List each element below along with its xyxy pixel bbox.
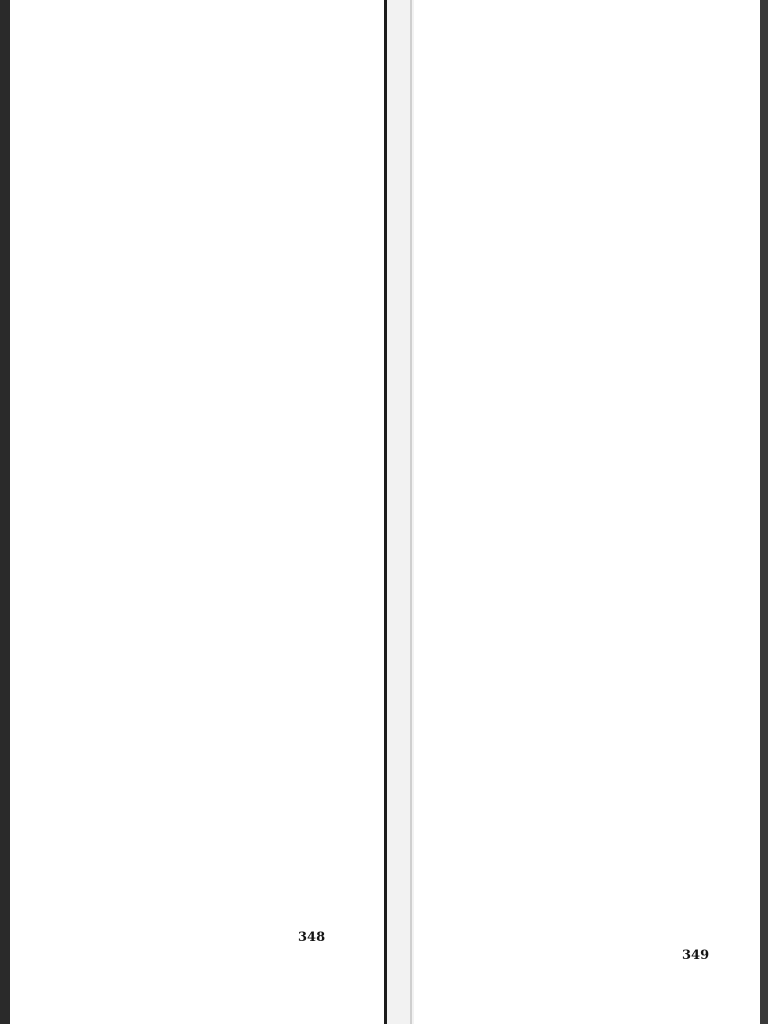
body-line (424, 274, 736, 283)
body-line (424, 608, 736, 617)
verse-line (48, 457, 368, 467)
opening-verse (48, 251, 368, 270)
body-line (424, 471, 736, 480)
bibliography-entry (48, 30, 368, 49)
body-line (424, 626, 736, 635)
body-line (424, 425, 736, 434)
body-line (424, 284, 736, 293)
body-line (424, 508, 736, 517)
bibliography-line (48, 58, 368, 67)
body-line (424, 681, 736, 690)
subsection-heading (424, 118, 736, 129)
body-line (424, 586, 736, 595)
body-line (424, 311, 736, 320)
body-line (424, 265, 736, 274)
bibliography-line (48, 39, 368, 48)
bibliography-line (48, 30, 368, 39)
body-line (424, 517, 736, 526)
song-intro-line (48, 228, 368, 237)
body-line (424, 320, 736, 329)
body-line (424, 576, 736, 585)
body-line (424, 329, 736, 338)
body-line (424, 645, 736, 654)
body-line (424, 302, 736, 311)
body-line (424, 339, 736, 348)
left-page (48, 30, 368, 1010)
body-line (424, 416, 736, 425)
body-line (424, 558, 736, 567)
song-intro (48, 210, 368, 238)
verse-line (48, 399, 368, 409)
chapter-question (424, 77, 736, 110)
song-title (48, 192, 368, 202)
body-line (424, 617, 736, 626)
verse-line (48, 300, 368, 310)
right-page (424, 30, 736, 1010)
stanza (48, 399, 368, 466)
scripture-line (48, 121, 368, 131)
body-line (424, 137, 736, 146)
verse-line (48, 374, 368, 384)
body-line (424, 182, 736, 191)
body-line (424, 394, 736, 403)
body-line (424, 357, 736, 366)
body-line (424, 672, 736, 681)
song-intro-line (48, 219, 368, 228)
verse-line (48, 447, 368, 457)
body-line (424, 453, 736, 462)
verse-line (48, 364, 368, 374)
verse-line (48, 345, 368, 355)
body-line (424, 444, 736, 453)
body-line (424, 247, 736, 256)
scripture-intro (48, 121, 368, 169)
bibliography (48, 30, 368, 77)
body-line (424, 173, 736, 182)
body-line (424, 155, 736, 164)
body-line (424, 462, 736, 471)
verse-line (48, 428, 368, 438)
gutter-highlight (410, 0, 412, 1024)
gutter-shadow (384, 0, 387, 1024)
bibliography-entry (48, 68, 368, 77)
body-line (424, 228, 736, 237)
body-line (424, 238, 736, 247)
body-line (424, 435, 736, 444)
chapter-title (424, 48, 736, 65)
body-line (424, 654, 736, 663)
bibliography-line (48, 68, 368, 77)
body-line (424, 549, 736, 558)
body-paragraph (424, 608, 736, 700)
chapter-question-line (424, 99, 736, 110)
stanza (48, 300, 368, 319)
body-line (424, 348, 736, 357)
verse-line (48, 355, 368, 365)
body-line (424, 595, 736, 604)
scripture-line (48, 150, 368, 160)
body-line (424, 201, 736, 210)
body-line (424, 385, 736, 394)
body-line (424, 480, 736, 489)
song-stanzas (48, 300, 368, 466)
page-number-right: 349 (682, 948, 710, 963)
body-paragraph (424, 407, 736, 536)
chapter-question-line (424, 77, 736, 88)
body-line (424, 192, 736, 201)
body-line (424, 256, 736, 265)
body-line (424, 635, 736, 644)
song-intro-line (48, 210, 368, 219)
song-heading (48, 179, 368, 190)
scripture-line (48, 160, 368, 170)
body-paragraph (424, 137, 736, 403)
verse-line (48, 261, 368, 271)
body-line (424, 540, 736, 549)
verse-line (48, 335, 368, 345)
section-heading (48, 99, 368, 112)
body-paragraphs (424, 137, 736, 700)
page-number-left: 348 (298, 930, 326, 945)
scan-edge-right (760, 0, 768, 1024)
body-line (424, 146, 736, 155)
bibliography-entry (48, 49, 368, 68)
body-line (424, 210, 736, 219)
body-line (424, 366, 736, 375)
verse-line (48, 438, 368, 448)
chorus-label (48, 287, 368, 297)
song-credit (48, 483, 368, 492)
verse-line (48, 419, 368, 429)
scripture-line (48, 141, 368, 151)
body-paragraph (424, 540, 736, 604)
body-line (424, 375, 736, 384)
scan-edge-left (0, 0, 10, 1024)
body-line (424, 526, 736, 535)
chapter-question-line (424, 88, 736, 99)
verse-line (48, 251, 368, 261)
body-line (424, 499, 736, 508)
body-line (424, 663, 736, 672)
scripture-line (48, 131, 368, 141)
verse-line (48, 409, 368, 419)
bibliography-line (48, 49, 368, 58)
verse-line (48, 310, 368, 320)
body-line (424, 567, 736, 576)
body-line (424, 293, 736, 302)
body-line (424, 407, 736, 416)
body-line (424, 490, 736, 499)
body-line (424, 691, 736, 700)
stanza (48, 335, 368, 383)
body-line (424, 219, 736, 228)
body-line (424, 164, 736, 173)
chapter-number (424, 32, 736, 44)
